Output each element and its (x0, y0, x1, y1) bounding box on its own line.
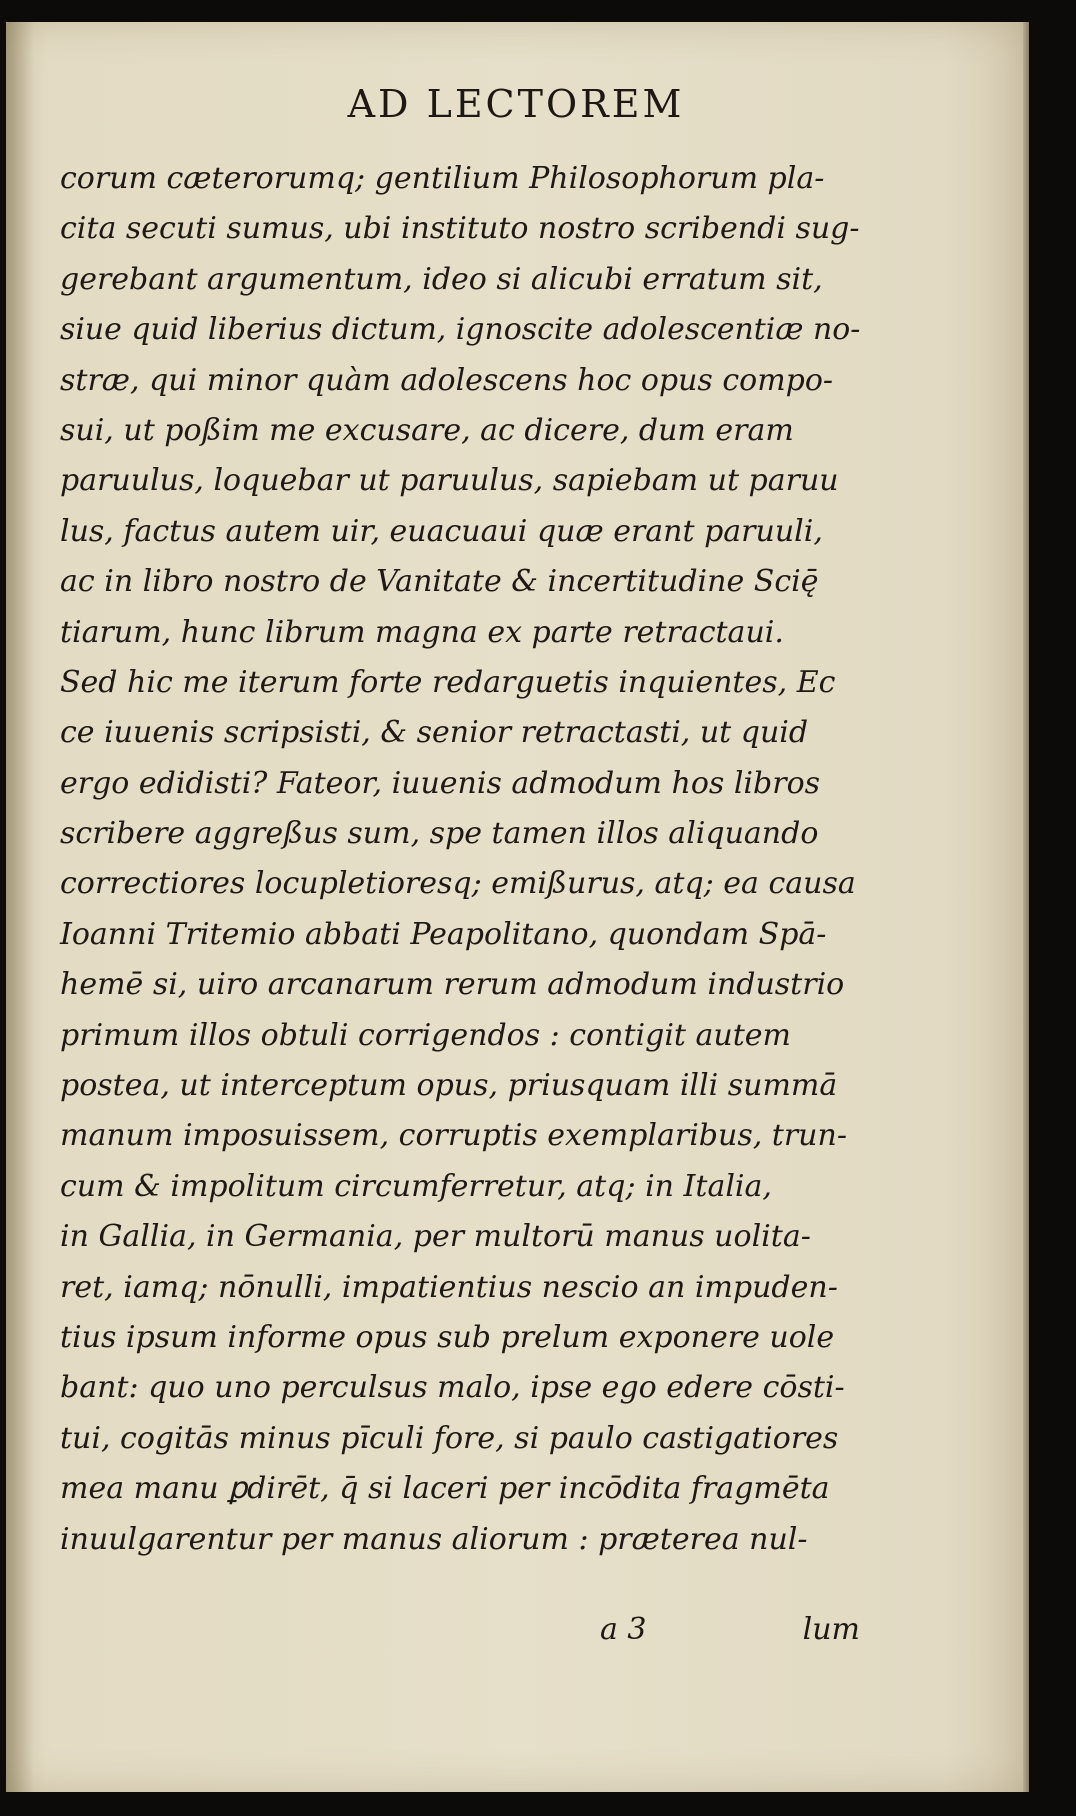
text-line: tiarum, hunc librum magna ex parte retractaui. (60, 614, 784, 650)
text-block (60, 154, 860, 1565)
text-line: stræ, qui minor quàm adolescens hoc opus compo- (60, 362, 834, 398)
text-line: ergo edidisti? Fateor, iuuenis admodum hos libros (60, 765, 821, 801)
page-footer (60, 1612, 860, 1662)
text-line: ac in libro nostro de Vanitate & incertitudine Scię̄ (60, 564, 819, 600)
text-line: ce iuuenis scripsisti, & senior retractasti, ut quid (60, 715, 809, 751)
text-line: primum illos obtuli corrigendos : contigit autem (60, 1017, 791, 1053)
text-line: postea, ut interceptum opus, priusquam illi summā (60, 1068, 838, 1104)
text-line: gerebant argumentum, ideo si alicubi erratum sit, (60, 261, 823, 297)
text-line: cum & impolitum circumferretur, atq; in Italia, (60, 1168, 772, 1204)
text-line: corum cæterorumq; gentilium Philosophorum pla- (60, 161, 825, 196)
running-head: AD LECTOREM (347, 82, 685, 126)
text-line: tui, cogitās minus pīculi fore, si paulo castigatiores (60, 1420, 839, 1456)
text-line: manum imposuissem, corruptis exemplaribus, trun- (60, 1118, 847, 1154)
signature-mark: a 3 (600, 1612, 647, 1647)
catchword: lum (802, 1612, 860, 1647)
text-line: paruulus, loquebar ut paruulus, sapiebam ut paruu (60, 463, 839, 499)
text-line: correctiores locupletioresq; emißurus, atq; ea causa (60, 866, 856, 902)
text-line: scribere aggreßus sum, spe tamen illos aliquando (60, 816, 819, 852)
text-line: cita secuti sumus, ubi instituto nostro scribendi sug- (60, 211, 860, 247)
text-line: hemē si, uiro arcanarum rerum admodum industrio (60, 967, 845, 1003)
text-line: sui, ut poßim me excusare, ac dicere, dum eram (60, 412, 794, 448)
text-line: Ioanni Tritemio abbati Peapolitano, quondam Spā- (60, 916, 827, 952)
text-line: siue quid liberius dictum, ignoscite adolescentiæ no- (60, 312, 861, 348)
text-line: ret, iamq; nōnulli, impatientius nescio an impuden- (60, 1269, 838, 1305)
text-line: bant: quo uno perculsus malo, ipse ego edere cōsti- (60, 1370, 845, 1406)
text-line: inuulgarentur per manus aliorum : præterea nul- (60, 1521, 808, 1557)
gutter-shadow (6, 22, 34, 1792)
page-edge (1023, 22, 1029, 1792)
text-line: mea manu ꝑdirēt, q̄ si laceri per incōdita fragmēta (60, 1471, 830, 1507)
book-page (6, 22, 1029, 1792)
text-line: in Gallia, in Germania, per multorū manus uolita- (60, 1219, 811, 1255)
text-line: lus, factus autem uir, euacuaui quæ erant paruuli, (60, 513, 823, 549)
text-line: tius ipsum informe opus sub prelum exponere uole (60, 1319, 835, 1355)
text-line: Sed hic me iterum forte redarguetis inquientes, Ec (60, 664, 836, 700)
